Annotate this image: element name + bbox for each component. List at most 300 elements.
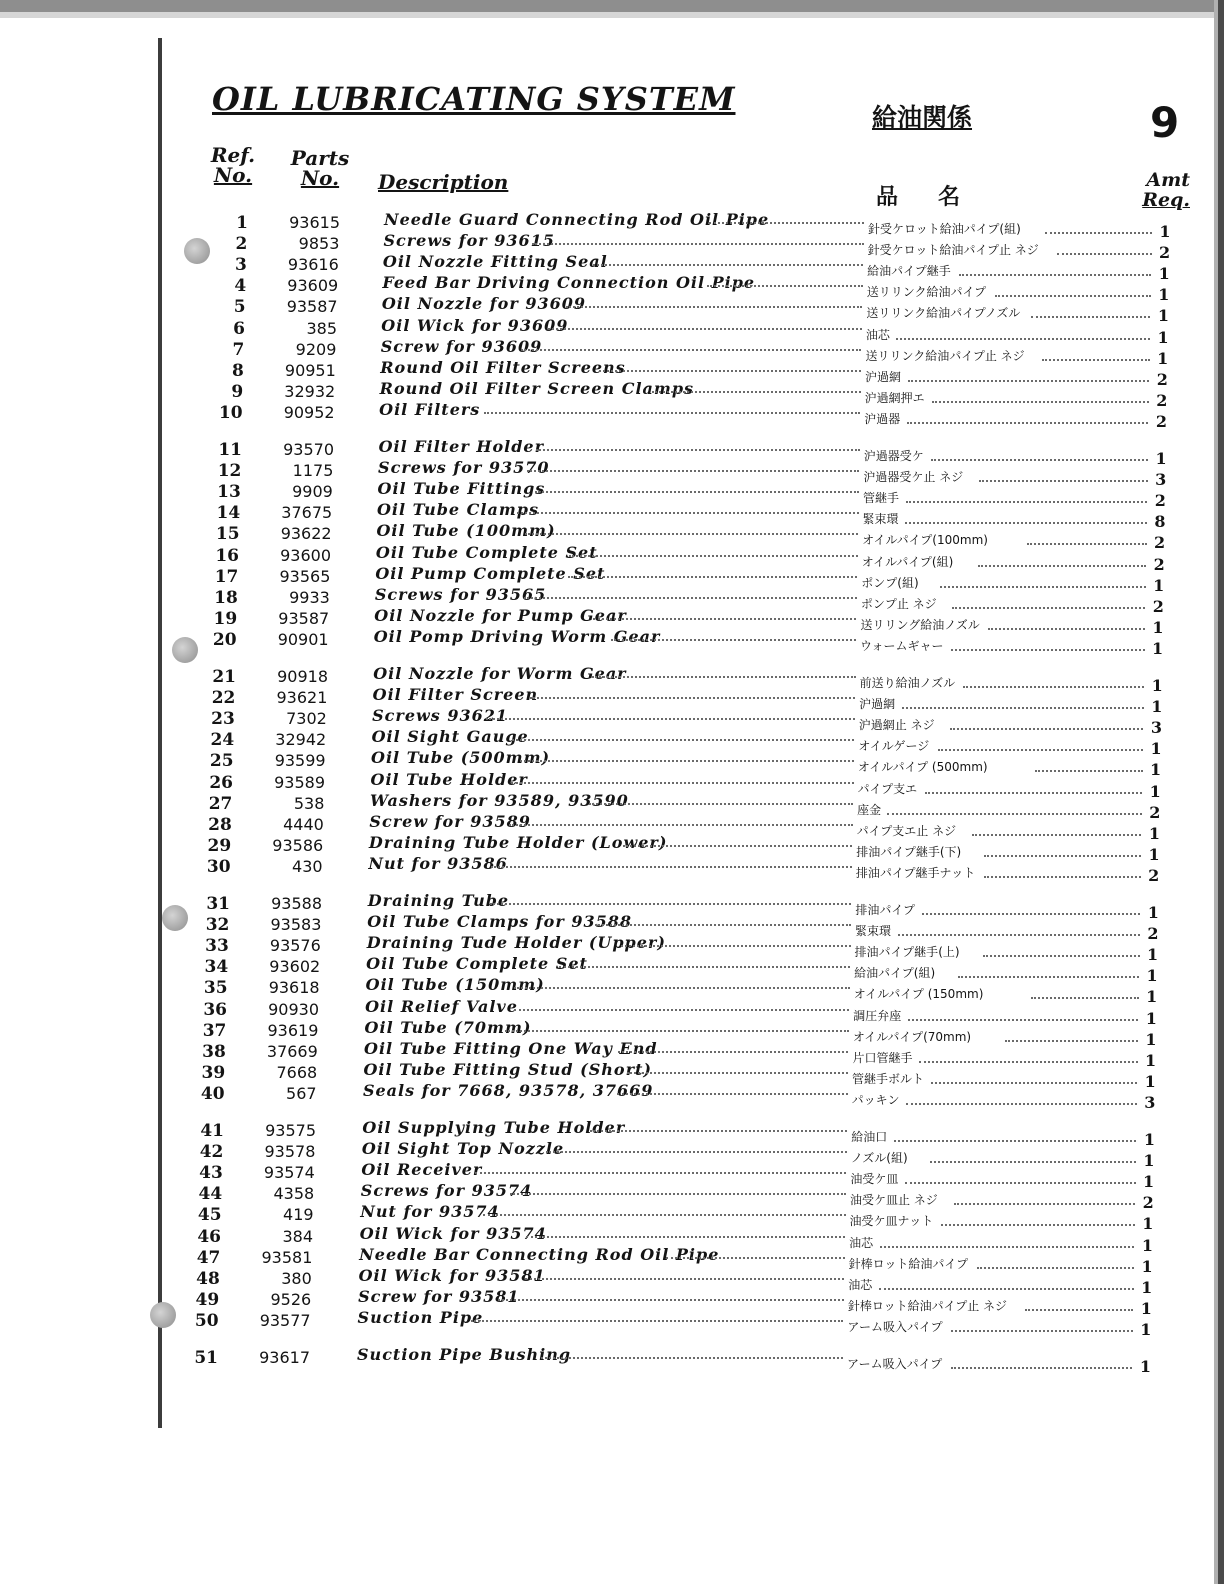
part-description: Oil Nozzle for Pump Gear: [374, 605, 627, 625]
leader-dots: [590, 1130, 847, 1132]
amount-required: 2: [1148, 865, 1160, 885]
leader-dots: [707, 285, 863, 287]
leader-dots: [475, 1172, 846, 1174]
leader-dots: [517, 512, 859, 514]
part-number: 93583: [270, 915, 322, 935]
part-description: Round Oil Filter Screens: [380, 357, 626, 377]
part-description: Oil Wick for 93609: [381, 315, 569, 335]
part-name-japanese: 針棒ロット給油パイプ止 ネジ: [847, 1298, 1008, 1313]
part-number: 93619: [267, 1020, 319, 1040]
part-name-japanese: 沪過器受ケ止 ネジ: [863, 470, 964, 485]
part-name-japanese: 排油パイプ継手(上): [854, 945, 960, 960]
part-name-japanese: 管継手ボルト: [852, 1071, 925, 1086]
leader-dots: [514, 987, 849, 989]
part-description: Screw for 93589: [369, 811, 531, 831]
amount-required: 2: [1154, 491, 1166, 511]
table-row: [0, 1307, 1224, 1339]
amount-required: 2: [1142, 1193, 1154, 1213]
amount-required: 1: [1139, 1357, 1152, 1376]
leader-dots: [592, 676, 855, 678]
amount-required: 1: [1140, 1319, 1152, 1339]
part-name-japanese: 油芯: [848, 1277, 873, 1292]
ref-number: 32: [205, 915, 230, 936]
part-name-japanese: 送リリング給油ノズル: [860, 617, 980, 632]
part-number: 4358: [273, 1184, 315, 1204]
ref-number: 9: [231, 381, 244, 402]
amount-required: 8: [1154, 512, 1166, 532]
part-description: Screws for 93574: [360, 1181, 533, 1201]
ref-number: 19: [213, 608, 238, 629]
amount-required: 3: [1150, 718, 1162, 738]
ref-number: 12: [217, 461, 242, 482]
amount-required: 2: [1156, 369, 1168, 389]
part-number: 93574: [263, 1163, 315, 1183]
amount-required: 1: [1148, 844, 1160, 864]
amount-required: 1: [1153, 575, 1165, 595]
leader-dots: [599, 370, 861, 372]
part-name-japanese: 針受ケロット給油パイプ止 ネジ: [867, 243, 1039, 258]
leader-dots: [483, 1214, 846, 1216]
leader-dots: [623, 845, 852, 847]
ref-number: 15: [215, 524, 240, 545]
ref-number: 24: [210, 730, 235, 751]
amount-required: 2: [1156, 390, 1168, 410]
part-name-japanese: 沪過網: [859, 697, 896, 712]
part-name-japanese: 油芯: [865, 327, 890, 342]
part-description: Suction Pipe Bushing: [357, 1345, 572, 1364]
amount-required: 1: [1152, 617, 1164, 637]
ref-number: 44: [198, 1184, 223, 1205]
part-name-japanese: ノズル(組): [850, 1151, 908, 1166]
part-name-japanese: 沪過網: [865, 369, 902, 384]
leader-dots: [532, 243, 863, 245]
leader-dots: [510, 1193, 846, 1195]
part-name-japanese: パイプ支エ止 ネジ: [856, 823, 957, 838]
part-number: 538: [293, 793, 325, 813]
part-number: 380: [281, 1268, 312, 1288]
part-name-japanese: 油芯: [849, 1235, 874, 1250]
ref-number: 28: [208, 814, 232, 835]
part-number: 7302: [286, 709, 327, 729]
header-parts-no: [288, 148, 352, 188]
amount-required: 1: [1142, 1214, 1154, 1234]
ref-number: 37: [202, 1020, 227, 1041]
ref-number: 7: [232, 339, 245, 360]
part-name-japanese: 給油パイプ継手: [867, 264, 951, 279]
ref-number: 47: [196, 1247, 221, 1268]
ref-number: 16: [215, 545, 239, 566]
leader-dots: [530, 697, 855, 699]
leader-dots: [526, 1236, 845, 1238]
ref-number: 14: [216, 503, 241, 524]
ref-number: 3: [234, 255, 247, 276]
part-number: 7668: [276, 1062, 318, 1082]
part-description: Oil Filter Screen: [372, 685, 539, 705]
ref-number: 10: [218, 402, 243, 423]
ref-number: 38: [202, 1041, 226, 1062]
part-name-japanese: 緊束環: [862, 512, 899, 527]
leader-dots: [652, 391, 861, 393]
part-number: 430: [292, 856, 323, 876]
part-number: 93621: [276, 688, 328, 708]
amount-required: 2: [1155, 411, 1168, 431]
part-number: 90918: [277, 667, 328, 686]
leader-dots: [471, 1320, 843, 1322]
part-description: Oil Receiver: [361, 1160, 483, 1180]
leader-dots: [621, 945, 850, 947]
part-name-japanese: 油受ケ皿止 ネジ: [849, 1193, 938, 1208]
header-ref-line2: No.: [213, 163, 253, 187]
leader-dots: [505, 1030, 849, 1032]
ref-number: 20: [212, 629, 237, 650]
ref-number: 5: [233, 297, 246, 318]
part-description: Oil Tube Complete Set: [375, 542, 598, 562]
part-name-japanese: 調圧弁座: [853, 1008, 902, 1023]
part-number: 93617: [259, 1348, 310, 1367]
leader-dots: [498, 1299, 844, 1301]
leader-dots: [709, 222, 864, 224]
ref-number: 25: [209, 751, 234, 772]
leader-dots: [511, 782, 854, 784]
part-description: Nut for 93574: [360, 1202, 500, 1222]
part-number: 93587: [286, 297, 338, 317]
leader-dots: [627, 1072, 848, 1074]
part-name-japanese: 針受ケロット給油パイプ(組): [868, 222, 1021, 236]
leader-dots: [617, 1093, 847, 1095]
amount-required: 1: [1157, 306, 1169, 326]
part-name-japanese: 沪過器受ケ: [863, 449, 924, 463]
amount-required: 1: [1145, 1008, 1157, 1028]
part-number: 37675: [281, 503, 333, 523]
part-number: 567: [286, 1083, 317, 1103]
part-number: 9526: [270, 1289, 312, 1309]
part-description: Oil Sight Gauge: [371, 727, 529, 747]
leader-dots: [593, 618, 856, 620]
part-number: 32932: [284, 381, 336, 401]
part-name-japanese: 排油パイプ継手ナット: [855, 865, 976, 880]
ref-number: 48: [196, 1268, 220, 1289]
amount-required: 1: [1151, 676, 1163, 695]
part-description: Oil Tube Clamps: [376, 500, 539, 520]
amount-required: 2: [1149, 802, 1161, 822]
amount-required: 1: [1158, 264, 1170, 284]
ref-number: 26: [209, 772, 233, 793]
part-description: Oil Tube Clamps for 93588: [367, 912, 633, 932]
header-parts-line1: Parts: [290, 146, 350, 170]
header-ref-no: [206, 145, 260, 185]
part-description: Oil Pomp Driving Worm Gear: [373, 626, 661, 646]
part-description: Oil Tube Holder: [370, 769, 528, 789]
amount-required: 1: [1143, 1151, 1155, 1171]
part-name-japanese: オイルパイプ (150mm): [853, 987, 984, 1002]
table-row: [0, 399, 1224, 431]
header-ref-line1: Ref.: [210, 143, 256, 167]
part-description: Oil Tube (500mm): [371, 748, 551, 768]
leader-dots: [520, 760, 854, 762]
part-description: Draining Tube Holder (Lower): [368, 832, 668, 852]
leader-dots: [541, 1357, 843, 1359]
part-name-japanese: オイルパイプ(組): [861, 554, 954, 569]
table-row: [0, 1345, 1224, 1376]
part-description: Screws for 93565: [374, 584, 547, 604]
amount-required: 3: [1144, 1092, 1156, 1112]
part-number: 9933: [289, 587, 330, 607]
part-name-japanese: オイルパイプ (500mm): [857, 760, 988, 775]
part-description: Oil Tube (100mm): [376, 521, 556, 541]
table-row: [0, 378, 1224, 410]
amount-required: 1: [1155, 449, 1167, 468]
part-description: Suction Pipe: [357, 1307, 484, 1327]
amount-required: 2: [1153, 533, 1166, 553]
leader-dots: [906, 1103, 1136, 1105]
part-name-japanese: 座金: [857, 802, 882, 817]
ref-number: 42: [199, 1142, 224, 1163]
leader-dots: [951, 1330, 1133, 1332]
header-amt-line2: Req.: [1142, 189, 1190, 211]
amount-required: 1: [1140, 1298, 1152, 1318]
part-description: Washers for 93589, 93590: [369, 790, 629, 810]
leader-dots: [568, 576, 857, 578]
part-description: Screw for 93581: [358, 1286, 520, 1306]
ref-number: 11: [218, 440, 242, 460]
leader-dots: [525, 1278, 844, 1280]
amount-required: 1: [1157, 348, 1169, 368]
leader-dots: [521, 349, 862, 351]
ref-number: 1: [236, 213, 248, 233]
leader-dots: [490, 903, 851, 905]
ref-number: 41: [200, 1121, 224, 1141]
amount-required: 1: [1141, 1235, 1153, 1255]
part-number: 37669: [266, 1041, 318, 1061]
part-number: 93587: [278, 608, 330, 628]
part-number: 93616: [287, 255, 339, 275]
leader-dots: [546, 1151, 847, 1153]
leader-dots: [512, 739, 855, 741]
amount-required: 1: [1157, 327, 1169, 347]
amount-required: 1: [1151, 697, 1163, 717]
leader-dots: [611, 639, 856, 641]
ref-number: 45: [197, 1205, 222, 1226]
amount-required: 1: [1141, 1256, 1153, 1276]
part-number: 90901: [277, 629, 329, 649]
part-number: 419: [283, 1205, 314, 1225]
amount-required: 1: [1148, 823, 1161, 843]
ref-number: 39: [201, 1062, 226, 1083]
amount-required: 1: [1141, 1277, 1153, 1297]
ref-number: 29: [207, 835, 232, 856]
part-number: 93586: [272, 835, 324, 855]
part-description: Oil Sight Top Nozzle: [361, 1139, 565, 1159]
ref-number: 33: [205, 936, 229, 957]
part-number: 93575: [265, 1121, 316, 1140]
leader-dots: [509, 824, 852, 826]
part-name-japanese: 給油パイプ(組): [854, 966, 936, 981]
part-name-japanese: パッキン: [851, 1092, 900, 1107]
part-description: Oil Tube Complete Set: [366, 954, 588, 974]
part-name-japanese: 片口管継手: [852, 1050, 913, 1065]
amount-required: 1: [1150, 739, 1162, 759]
part-number: 4440: [283, 814, 324, 834]
ref-number: 4: [234, 276, 247, 297]
amount-required: 1: [1146, 966, 1158, 986]
part-number: 9209: [295, 339, 337, 359]
ref-number: 34: [204, 957, 229, 978]
part-description: Nut for 93586: [368, 853, 508, 873]
ref-number: 22: [211, 688, 236, 709]
amount-required: 1: [1149, 781, 1161, 801]
ref-number: 23: [211, 709, 235, 730]
part-name-japanese: 沪過網押エ: [864, 390, 925, 405]
ref-number: 43: [199, 1163, 223, 1184]
leader-dots: [566, 306, 862, 308]
part-name-japanese: 送リリンク給油パイプ止 ネジ: [865, 348, 1025, 363]
ref-number: 46: [197, 1226, 221, 1247]
part-description: Oil Wick for 93574: [359, 1223, 547, 1243]
part-description: Oil Filter Holder: [378, 437, 545, 456]
part-number: 384: [282, 1226, 313, 1246]
header-description: Description: [378, 170, 509, 194]
leader-dots: [548, 328, 862, 330]
leader-dots: [524, 597, 857, 599]
amount-required: 1: [1152, 638, 1164, 658]
table-row: [0, 1080, 1224, 1112]
ref-number: 36: [203, 999, 227, 1020]
part-name-japanese: パイプ支エ: [857, 781, 918, 796]
leader-dots: [951, 649, 1144, 651]
part-number: 93589: [274, 772, 325, 792]
part-name-japanese: 給油口: [851, 1130, 888, 1144]
part-name-japanese: ポンプ(組): [861, 575, 919, 590]
ref-number: 8: [231, 360, 244, 381]
part-number: 90951: [284, 360, 336, 380]
part-description: Draining Tube: [367, 891, 510, 910]
part-number: 93618: [268, 978, 320, 998]
part-description: Oil Tube Fitting Stud (Short): [363, 1059, 652, 1079]
part-description: Screws 93621: [372, 706, 509, 726]
header-japanese-name: 品名: [876, 185, 1001, 210]
leader-dots: [595, 924, 851, 926]
part-description: Seals for 7668, 93578, 37669: [362, 1080, 654, 1100]
ref-number: 40: [200, 1083, 225, 1104]
ref-number: 2: [235, 234, 248, 255]
leader-dots: [984, 876, 1141, 878]
ref-number: 49: [195, 1289, 220, 1310]
part-description: Draining Tude Holder (Upper): [366, 933, 666, 953]
amount-required: 1: [1144, 1050, 1157, 1070]
ref-number: 50: [194, 1310, 219, 1331]
amount-required: 1: [1146, 987, 1158, 1007]
leader-dots: [618, 1051, 848, 1053]
scan-top-shadow: [0, 12, 1224, 18]
ref-number: 27: [208, 793, 233, 814]
part-number: 93576: [269, 936, 321, 956]
amount-required: 1: [1143, 1130, 1155, 1149]
part-description: Screw for 93609: [380, 336, 543, 356]
leader-dots: [514, 1009, 849, 1011]
leader-dots: [527, 470, 860, 472]
amount-required: 1: [1150, 760, 1162, 780]
part-description: Screws for 93570: [378, 458, 550, 478]
part-name-japanese: 油受ケ皿: [850, 1172, 899, 1187]
part-number: 32942: [275, 730, 327, 750]
ref-number: 31: [206, 894, 230, 914]
amount-required: 1: [1144, 1071, 1156, 1091]
leader-dots: [666, 1257, 844, 1259]
header-amount-required: [1140, 170, 1190, 210]
part-number: 93577: [259, 1310, 311, 1330]
amount-required: 1: [1147, 903, 1159, 922]
part-name-japanese: 沪過器: [864, 411, 901, 426]
part-number: 93602: [269, 957, 321, 977]
table-row: [0, 626, 1224, 658]
part-name-japanese: 排油パイプ: [855, 903, 916, 917]
amount-required: 3: [1155, 470, 1167, 490]
part-description: Round Oil Filter Screen Clamps: [379, 378, 695, 398]
part-number: 9909: [292, 482, 333, 502]
leader-dots: [907, 422, 1149, 424]
amount-required: 2: [1152, 596, 1164, 616]
part-description: Oil Nozzle Fitting Seal: [382, 252, 608, 272]
leader-dots: [486, 718, 855, 720]
leader-dots: [491, 866, 852, 868]
amount-required: 1: [1146, 945, 1159, 965]
ref-number: 51: [194, 1348, 218, 1368]
part-name-japanese: 針棒ロット給油パイプ: [848, 1256, 969, 1271]
part-description: Oil Tube (150mm): [365, 975, 545, 995]
part-description: Oil Tube Fittings: [377, 479, 546, 499]
ref-number: 21: [212, 667, 236, 687]
part-description: Feed Bar Driving Connection Oil Pipe: [382, 273, 756, 293]
part-description: Oil Filters: [379, 399, 481, 419]
part-name-japanese: アーム吸入パイプ: [847, 1357, 943, 1371]
part-name-japanese: オイルゲージ: [858, 739, 930, 754]
part-description: Needle Bar Connecting Rod Oil Pipe: [359, 1244, 720, 1264]
scan-top-edge: [0, 0, 1224, 12]
part-number: 93599: [274, 751, 326, 771]
page-number: 9: [1150, 98, 1180, 147]
amount-required: 1: [1158, 285, 1170, 305]
amount-required: 2: [1153, 554, 1165, 574]
part-name-japanese: 緊束環: [854, 924, 891, 939]
part-name-japanese: 管継手: [862, 491, 899, 506]
leader-dots: [951, 1367, 1133, 1369]
part-name-japanese: 前送り給油ノズル: [859, 676, 956, 690]
part-name-japanese: ポンプ止 ネジ: [860, 596, 937, 611]
part-number: 93622: [280, 524, 332, 544]
part-description: Needle Guard Connecting Rod Oil Pipe: [384, 210, 770, 229]
ref-number: 30: [206, 856, 231, 877]
part-description: Oil Tube (70mm): [364, 1017, 532, 1037]
leader-dots: [535, 491, 859, 493]
part-name-japanese: 油受ケ皿ナット: [849, 1214, 934, 1229]
ref-number: 18: [214, 587, 238, 608]
part-description: Oil Nozzle for Worm Gear: [373, 664, 627, 683]
leader-dots: [593, 264, 863, 266]
ref-number: 6: [233, 318, 245, 339]
leader-dots: [559, 966, 850, 968]
ref-number: 13: [217, 482, 241, 503]
part-description: Oil Supplying Tube Holder: [362, 1118, 626, 1137]
amount-required: 1: [1159, 222, 1171, 241]
part-name-japanese: アーム吸入パイプ: [847, 1319, 943, 1334]
part-name-japanese: 送リリンク給油パイプ: [866, 285, 987, 300]
header-parts-line2: No.: [300, 166, 340, 190]
part-number: 93609: [287, 276, 339, 296]
part-number: 93570: [283, 440, 334, 459]
part-number: 90930: [268, 999, 319, 1019]
leader-dots: [589, 803, 853, 805]
part-number: 93588: [271, 894, 322, 913]
